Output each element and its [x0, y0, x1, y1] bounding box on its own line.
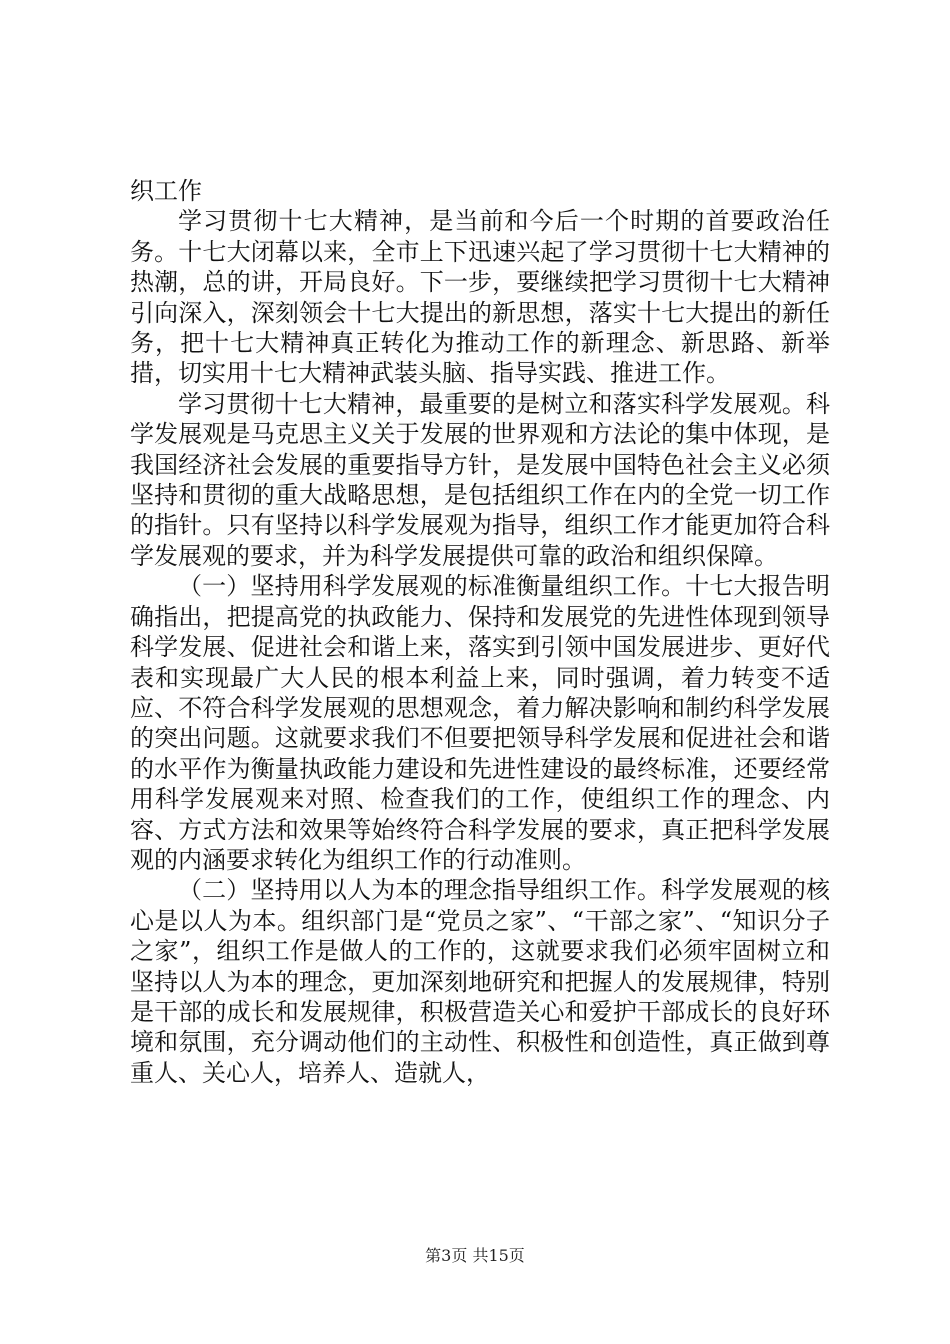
paragraph-section-two: （二）坚持用以人为本的理念指导组织工作。科学发展观的核心是以人为本。组织部门是“党员之家”、“干部之家”、“知识分子之家”，组织工作是做人的工作的，这就要求我们必须牢固树立和坚持以人为本的理念，更加深刻地研究和把握人的发展规律，特别是干部的成长和发展规律，积极营造关心和爱护干部成长的良好环境和氛围，充分调动他们的主动性、积极性和创造性，真正做到尊重人、关心人，培养人、造就人，: [130, 876, 830, 1087]
page-number-footer: 第3页 共15页: [425, 1246, 525, 1265]
paragraph-scientific-outlook: 学习贯彻十七大精神，最重要的是树立和落实科学发展观。科学发展观是马克思主义关于发展的世界观和方法论的集中体现，是我国经济社会发展的重要指导方针，是发展中国特色社会主义必须坚持和贯彻的重大战略思想，是包括组织工作在内的全党一切工作的指针。只有坚持以科学发展观为指导，组织工作才能更加符合科学发展观的要求，并为科学发展提供可靠的政治和组织保障。: [130, 389, 830, 570]
document-body: [130, 176, 830, 1088]
paragraph-continuation: 织工作: [130, 177, 202, 205]
paragraph-study-task: 学习贯彻十七大精神，是当前和今后一个时期的首要政治任务。十七大闭幕以来，全市上下迅速兴起了学习贯彻十七大精神的热潮，总的讲，开局良好。下一步，要继续把学习贯彻十七大精神引向深入，深刻领会十七大提出的新思想，落实十七大提出的新任务，把十七大精神真正转化为推动工作的新理念、新思路、新举措，切实用十七大精神武装头脑、指导实践、推进工作。: [130, 207, 830, 388]
paragraph-section-one: （一）坚持用科学发展观的标准衡量组织工作。十七大报告明确指出，把提高党的执政能力、保持和发展党的先进性体现到领导科学发展、促进社会和谐上来，落实到引领中国发展进步、更好代表和实现最广大人民的根本利益上来，同时强调，着力转变不适应、不符合科学发展观的思想观念，着力解决影响和制约科学发展的突出问题。这就要求我们不但要把领导科学发展和促进社会和谐的水平作为衡量执政能力建设和先进性建设的最终标准，还要经常用科学发展观来对照、检查我们的工作，使组织工作的理念、内容、方式方法和效果等始终符合科学发展的要求，真正把科学发展观的内涵要求转化为组织工作的行动准则。: [130, 572, 830, 874]
